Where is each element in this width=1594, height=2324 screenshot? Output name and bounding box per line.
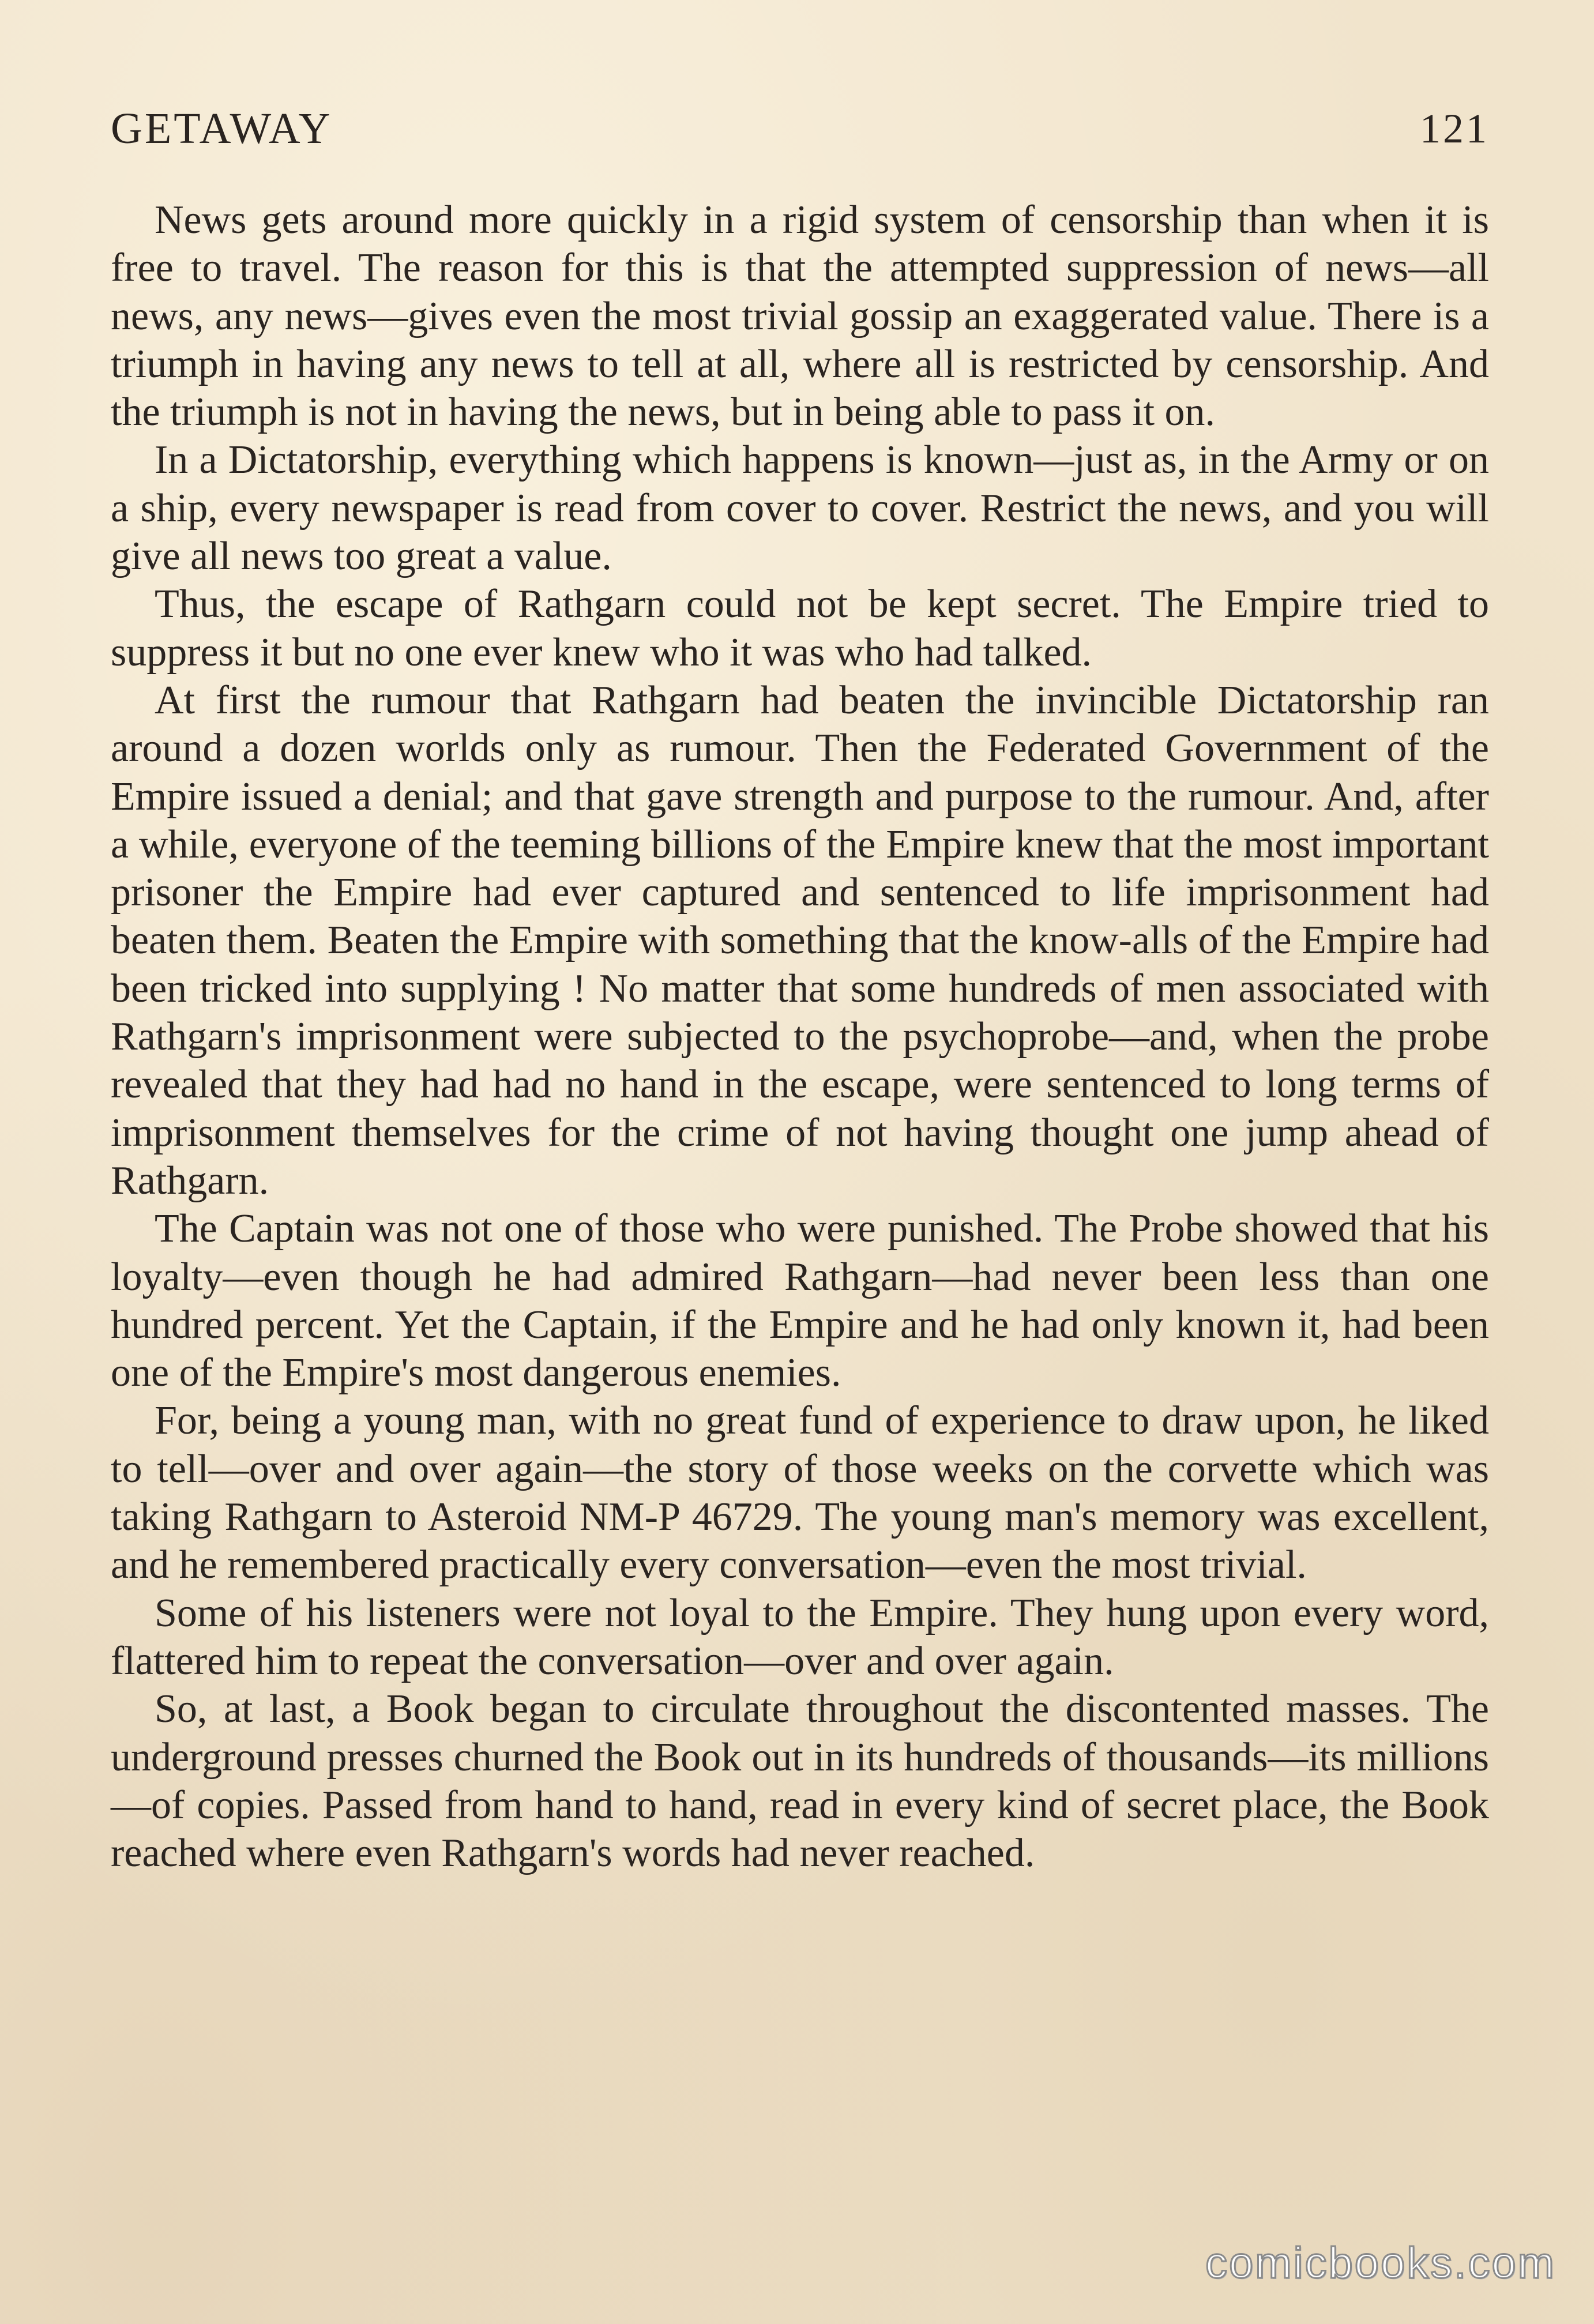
watermark: comicbooks.com (1205, 2239, 1556, 2288)
paragraph: At first the rumour that Rathgarn had beaten the invincible Dictatorship ran around a dozen worlds only as rumour. Then the Federated Government of the Empire issued a denial; and that gave strength and purpose to the rumour. And, after a while, everyone of the teeming billions of the Empire knew that the most important prisoner the Empire had ever captured and sentenced to life imprisonment had beaten them. Beaten the Empire with something that the know-alls of the Empire had been tricked into supplying ! No matter that some hundreds of men associated with Rathgarn's imprisonment were subjected to the psychoprobe—and, when the probe revealed that they had had no hand in the escape, were sentenced to long terms of imprisonment themselves for the crime of not having thought one jump ahead of Rathgarn. (111, 678, 1489, 1203)
paragraph: Thus, the escape of Rathgarn could not be kept secret. The Empire tried to suppress it but no one ever knew who it was who had talked. (111, 582, 1489, 675)
paragraph: The Captain was not one of those who were punished. The Probe showed that his loyalty—even though he had admired Rathgarn—had never been less than one hundred percent. Yet the Captain, if the Empire and he had only known it, had been one of the Empire's most dangerous enemies. (111, 1206, 1489, 1396)
page-header (111, 97, 1489, 160)
paragraph: For, being a young man, with no great fund of experience to draw upon, he liked to tell—over and over again—the story of those weeks on the corvette which was taking Rathgarn to Asteroid NM-P 46729. The young man's memory was excellent, and he remembered practically every conversation—even the most trivial. (111, 1398, 1489, 1588)
body-text (111, 196, 1489, 1877)
page-number: 121 (1420, 106, 1489, 152)
paragraph: News gets around more quickly in a rigid system of censorship than when it is free to travel. The reason for this is that the attempted suppression of news—all news, any news—gives even the most trivial gossip an exaggerated value. There is a triumph in having any news to tell at all, where all is restricted by censorship. And the triumph is not in having the news, but in being able to pass it on. (111, 198, 1489, 435)
paragraph: In a Dictatorship, everything which happens is known—just as, in the Army or on a ship, every newspaper is read from cover to cover. Restrict the news, and you will give all news too great a value. (111, 438, 1489, 579)
paragraph: So, at last, a Book began to circulate throughout the discontented masses. The underground presses churned the Book out in its hundreds of thousands—its millions—of copies. Passed from hand to hand, read in every kind of secret place, the Book reached where even Rathgarn's words had never reached. (111, 1687, 1489, 1876)
running-head: GETAWAY (111, 104, 333, 153)
paragraph: Some of his listeners were not loyal to the Empire. They hung upon every word, flattered him to repeat the conversation—over and over again. (111, 1590, 1489, 1683)
